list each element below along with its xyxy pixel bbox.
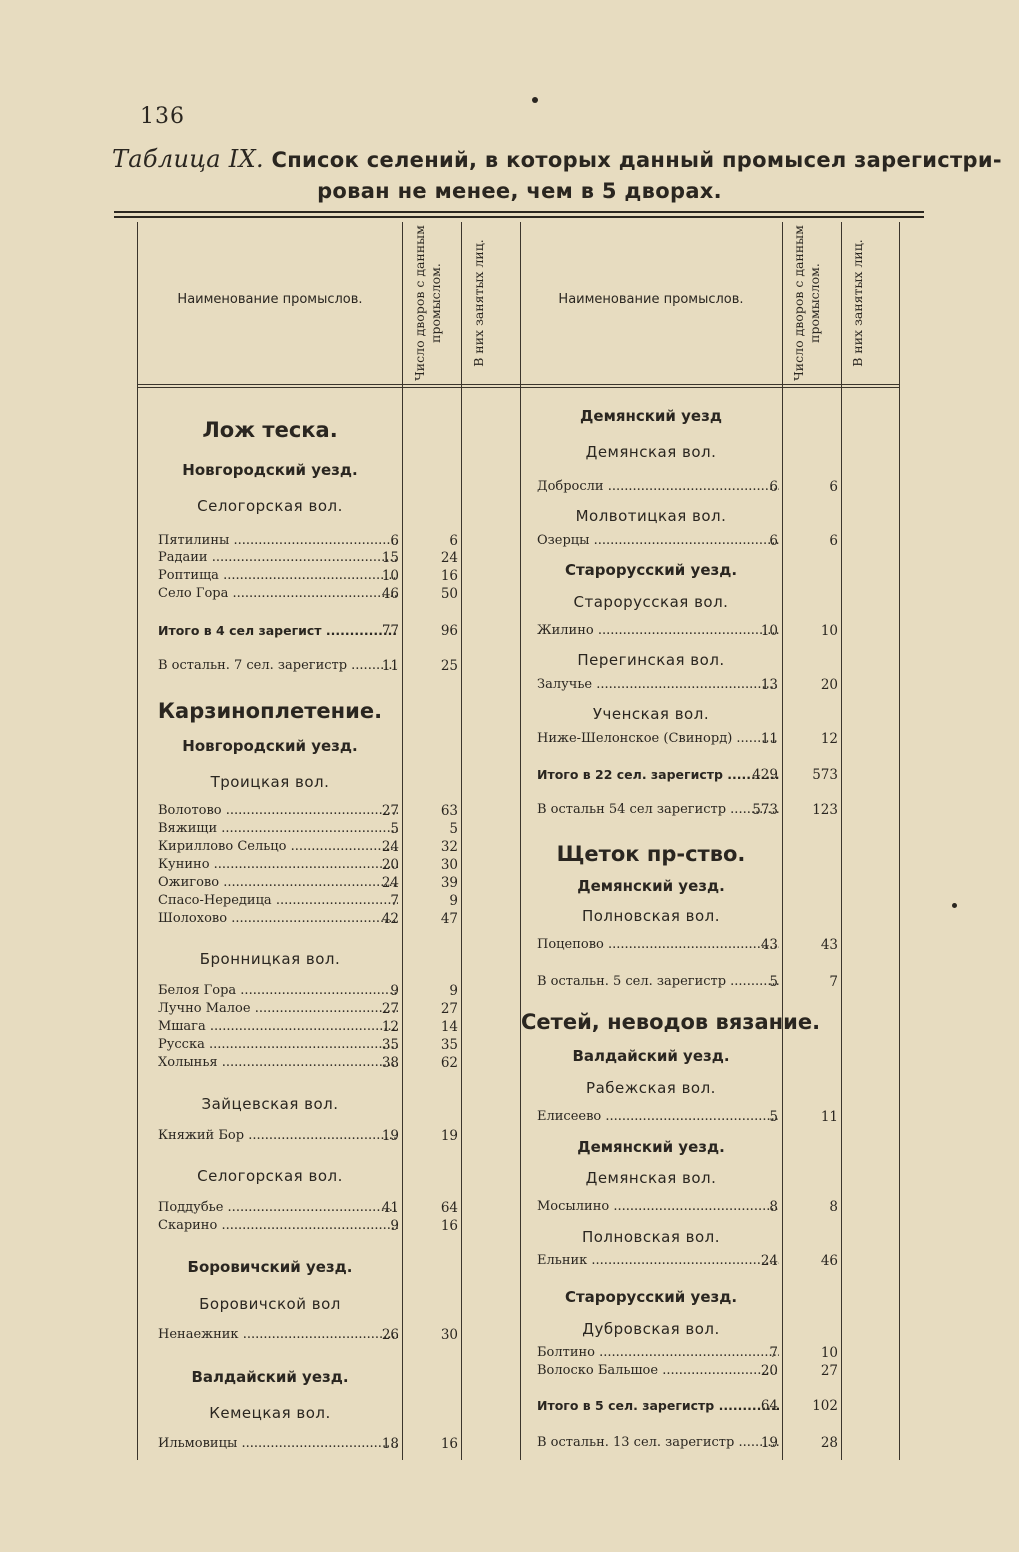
volost-heading: Демянская вол. — [585, 443, 717, 461]
village-name: Село Гора ..... — [158, 586, 398, 601]
village-name: Роптища ..... — [158, 568, 398, 583]
table-row — [0, 533, 1019, 551]
volost-heading: Рабежская вол. — [586, 1079, 716, 1097]
header-persons-right: В них занятых лиц. — [850, 239, 865, 367]
yards-count: 46 — [381, 586, 399, 602]
village-name: Белоя Гора ..... — [158, 983, 398, 998]
total-row — [0, 767, 1019, 785]
industry-heading: Щеток пр-ство. — [556, 842, 746, 866]
table-row — [0, 550, 1019, 568]
yards-count: 5 — [769, 974, 778, 990]
table-row — [0, 911, 1019, 929]
title-text-1: Список селений, в которых данный промысел зарегистри- — [271, 148, 1002, 172]
village-name: Елисеево ..... — [537, 1109, 779, 1124]
volost-heading: Зайцевская вол. — [201, 1095, 339, 1113]
village-name: Шолохово ..... — [158, 911, 398, 926]
table-row — [0, 875, 1019, 893]
persons-count: 8 — [829, 1199, 838, 1215]
village-name: Поцепово ..... — [537, 937, 779, 952]
volost-heading: Полновская вол. — [581, 1228, 721, 1246]
table-row — [0, 1109, 1019, 1127]
village-name: Добросли ..... — [537, 479, 779, 494]
table-row — [0, 857, 1019, 875]
table-row — [0, 1218, 1019, 1236]
village-name: В остальн 54 сел зарегистр ..... — [537, 802, 779, 817]
yards-count: 18 — [381, 1436, 399, 1452]
persons-count: 19 — [440, 1128, 458, 1144]
village-name: Поддубье ..... — [158, 1200, 398, 1215]
uezd-heading: Валдайский уезд. — [191, 1368, 349, 1386]
village-name: Спасо-Нередица ..... — [158, 893, 398, 908]
yards-count: 35 — [381, 1037, 399, 1053]
uezd-heading: Валдайский уезд. — [572, 1047, 730, 1065]
yards-count: 19 — [760, 1435, 778, 1451]
volost-heading: Дубровская вол. — [582, 1320, 720, 1338]
volost-heading: Кемецкая вол. — [209, 1404, 331, 1422]
persons-count: 16 — [440, 1436, 458, 1452]
village-name: Болтино ..... — [537, 1345, 779, 1360]
yards-count: 27 — [381, 803, 399, 819]
persons-count: 123 — [812, 802, 838, 818]
uezd-heading: Старорусский уезд. — [564, 561, 738, 579]
print-speck — [952, 903, 957, 908]
header-rule — [137, 387, 899, 388]
village-name: Итого в 22 сел. зарегистр ..... — [537, 767, 779, 782]
volost-heading: Боровичской вол — [199, 1295, 341, 1313]
village-name: Озерцы ..... — [537, 533, 779, 548]
persons-count: 96 — [440, 623, 458, 639]
persons-count: 10 — [820, 623, 838, 639]
uezd-heading: Боровичский уезд. — [187, 1258, 353, 1276]
village-name: Ельник ..... — [537, 1253, 779, 1268]
yards-count: 9 — [390, 983, 399, 999]
table-row — [0, 1363, 1019, 1381]
village-name: Княжий Бор ..... — [158, 1128, 398, 1143]
volost-heading: Старорусская вол. — [573, 593, 729, 611]
table-row — [0, 937, 1019, 955]
header-name-left: Наименование промыслов. — [177, 292, 363, 307]
yards-count: 13 — [760, 677, 778, 693]
uezd-heading: Старорусский уезд. — [564, 1288, 738, 1306]
table-row — [0, 893, 1019, 911]
persons-count: 16 — [440, 568, 458, 584]
volost-heading: Троицкая вол. — [210, 773, 330, 791]
table-row — [0, 1001, 1019, 1019]
village-name: Кунино ..... — [158, 857, 398, 872]
persons-count: 6 — [829, 533, 838, 549]
industry-heading: Лож теска. — [202, 418, 338, 442]
village-name: В остальн. 5 сел. зарегистр ..... — [537, 974, 779, 989]
yards-count: 24 — [381, 875, 399, 891]
volost-heading: Полновская вол. — [581, 907, 721, 925]
persons-count: 5 — [449, 821, 458, 837]
yards-count: 77 — [381, 623, 399, 639]
table-row — [0, 974, 1019, 992]
table-row — [0, 1037, 1019, 1055]
uezd-heading: Новгородский уезд. — [182, 737, 358, 755]
page-number: 136 — [140, 104, 185, 129]
persons-count: 46 — [820, 1253, 838, 1269]
village-name: Ненаежник ..... — [158, 1327, 398, 1342]
persons-count: 32 — [440, 839, 458, 855]
village-name: Русска ..... — [158, 1037, 398, 1052]
yards-count: 19 — [381, 1128, 399, 1144]
village-name: Залучье ..... — [537, 677, 779, 692]
yards-count: 429 — [752, 767, 778, 783]
header-yards-left: Число дворов с данным промыслом. — [412, 225, 443, 381]
yards-count: 10 — [760, 623, 778, 639]
yards-count: 6 — [769, 479, 778, 495]
table-row — [0, 1253, 1019, 1271]
persons-count: 25 — [440, 658, 458, 674]
yards-count: 11 — [760, 731, 778, 747]
village-name: Волоско Бальшое ..... — [537, 1363, 779, 1378]
village-name: Ниже-Шелонское (Свинорд) ..... — [537, 731, 779, 746]
table-row — [0, 1345, 1019, 1363]
table-row — [0, 586, 1019, 604]
volost-heading: Ученская вол. — [592, 705, 710, 723]
table-row — [0, 802, 1019, 820]
total-row — [0, 1398, 1019, 1416]
yards-count: 42 — [381, 911, 399, 927]
persons-count: 16 — [440, 1218, 458, 1234]
persons-count: 30 — [440, 857, 458, 873]
uezd-heading: Новгородский уезд. — [182, 461, 358, 479]
persons-count: 6 — [449, 533, 458, 549]
village-name: Пятилины ..... — [158, 533, 398, 548]
volost-heading: Селогорская вол. — [197, 497, 343, 515]
persons-count: 64 — [440, 1200, 458, 1216]
volost-heading: Бронницкая вол. — [199, 950, 341, 968]
persons-count: 6 — [829, 479, 838, 495]
village-name: Лучно Малое ..... — [158, 1001, 398, 1016]
persons-count: 9 — [449, 983, 458, 999]
title-line-2: рован не менее, чем в 5 дворах. — [317, 179, 722, 203]
persons-count: 62 — [440, 1055, 458, 1071]
volost-heading: Селогорская вол. — [197, 1167, 343, 1185]
table-row — [0, 731, 1019, 749]
table-row — [0, 479, 1019, 497]
yards-count: 15 — [381, 550, 399, 566]
table-row — [0, 1327, 1019, 1345]
village-name: В остальн. 7 сел. зарегистр ..... — [158, 658, 398, 673]
yards-count: 38 — [381, 1055, 399, 1071]
title-label: Таблица IX. — [112, 145, 264, 173]
header-persons-left: В них занятых лиц. — [471, 239, 486, 367]
table-row — [0, 1019, 1019, 1037]
print-speck — [532, 97, 538, 103]
persons-count: 7 — [829, 974, 838, 990]
persons-count: 35 — [440, 1037, 458, 1053]
village-name: Мшага ..... — [158, 1019, 398, 1034]
persons-count: 30 — [440, 1327, 458, 1343]
yards-count: 8 — [769, 1199, 778, 1215]
persons-count: 63 — [440, 803, 458, 819]
yards-count: 573 — [752, 802, 778, 818]
yards-count: 7 — [769, 1345, 778, 1361]
yards-count: 5 — [769, 1109, 778, 1125]
yards-count: 10 — [381, 568, 399, 584]
village-name: Жилино ..... — [537, 623, 779, 638]
village-name: Радаии ..... — [158, 550, 398, 565]
table-row — [0, 623, 1019, 641]
village-name: Скарино ..... — [158, 1218, 398, 1233]
yards-count: 9 — [390, 1218, 399, 1234]
persons-count: 573 — [812, 767, 838, 783]
table-row — [0, 1128, 1019, 1146]
persons-count: 10 — [820, 1345, 838, 1361]
village-name: Вяжищи ..... — [158, 821, 398, 836]
yards-count: 6 — [769, 533, 778, 549]
persons-count: 47 — [440, 911, 458, 927]
yards-count: 7 — [390, 893, 399, 909]
yards-count: 20 — [381, 857, 399, 873]
village-name: Кириллово Сельцо ..... — [158, 839, 398, 854]
persons-count: 20 — [820, 677, 838, 693]
persons-count: 9 — [449, 893, 458, 909]
yards-count: 20 — [760, 1363, 778, 1379]
persons-count: 102 — [812, 1398, 838, 1414]
village-name: Ожигово ..... — [158, 875, 398, 890]
persons-count: 14 — [440, 1019, 458, 1035]
yards-count: 24 — [381, 839, 399, 855]
uezd-heading: Демянский уезд — [580, 407, 722, 425]
yards-count: 64 — [760, 1398, 778, 1414]
table-row — [0, 568, 1019, 586]
yards-count: 11 — [381, 658, 399, 674]
village-name: Итого в 4 сел зарегист ..... — [158, 623, 398, 638]
header-rule — [137, 384, 899, 385]
village-name: В остальн. 13 сел. зарегистр ..... — [537, 1435, 779, 1450]
volost-heading: Перегинская вол. — [577, 651, 725, 669]
table-row — [0, 677, 1019, 695]
table-row — [0, 658, 1019, 676]
persons-count: 12 — [820, 731, 838, 747]
village-name: Волотово ..... — [158, 803, 398, 818]
persons-count: 27 — [440, 1001, 458, 1017]
persons-count: 27 — [820, 1363, 838, 1379]
village-name: Ильмовицы ..... — [158, 1436, 398, 1451]
persons-count: 28 — [820, 1435, 838, 1451]
volost-heading: Демянская вол. — [585, 1169, 717, 1187]
persons-count: 50 — [440, 586, 458, 602]
persons-count: 11 — [820, 1109, 838, 1125]
industry-heading: Карзиноплетение. — [157, 699, 383, 723]
yards-count: 5 — [390, 821, 399, 837]
table-row — [0, 839, 1019, 857]
yards-count: 6 — [390, 533, 399, 549]
persons-count: 43 — [820, 937, 838, 953]
persons-count: 24 — [440, 550, 458, 566]
yards-count: 26 — [381, 1327, 399, 1343]
industry-heading: Сетей, неводов вязание. — [521, 1010, 821, 1034]
table-row — [0, 1435, 1019, 1453]
village-name: Холынья ..... — [158, 1055, 398, 1070]
yards-count: 12 — [381, 1019, 399, 1035]
table-row — [0, 1055, 1019, 1073]
uezd-heading: Демянский уезд. — [577, 877, 725, 895]
table-row — [0, 821, 1019, 839]
yards-count: 27 — [381, 1001, 399, 1017]
yards-count: 41 — [381, 1200, 399, 1216]
table-row — [0, 1199, 1019, 1217]
yards-count: 24 — [760, 1253, 778, 1269]
uezd-heading: Демянский уезд. — [577, 1138, 725, 1156]
village-name: Итого в 5 сел. зарегистр ..... — [537, 1398, 779, 1413]
persons-count: 39 — [440, 875, 458, 891]
yards-count: 43 — [760, 937, 778, 953]
village-name: Мосылино ..... — [537, 1199, 779, 1214]
header-name-right: Наименование промыслов. — [558, 292, 744, 307]
volost-heading: Молвотицкая вол. — [575, 507, 727, 525]
header-yards-right: Число дворов с данным промыслом. — [791, 225, 822, 381]
